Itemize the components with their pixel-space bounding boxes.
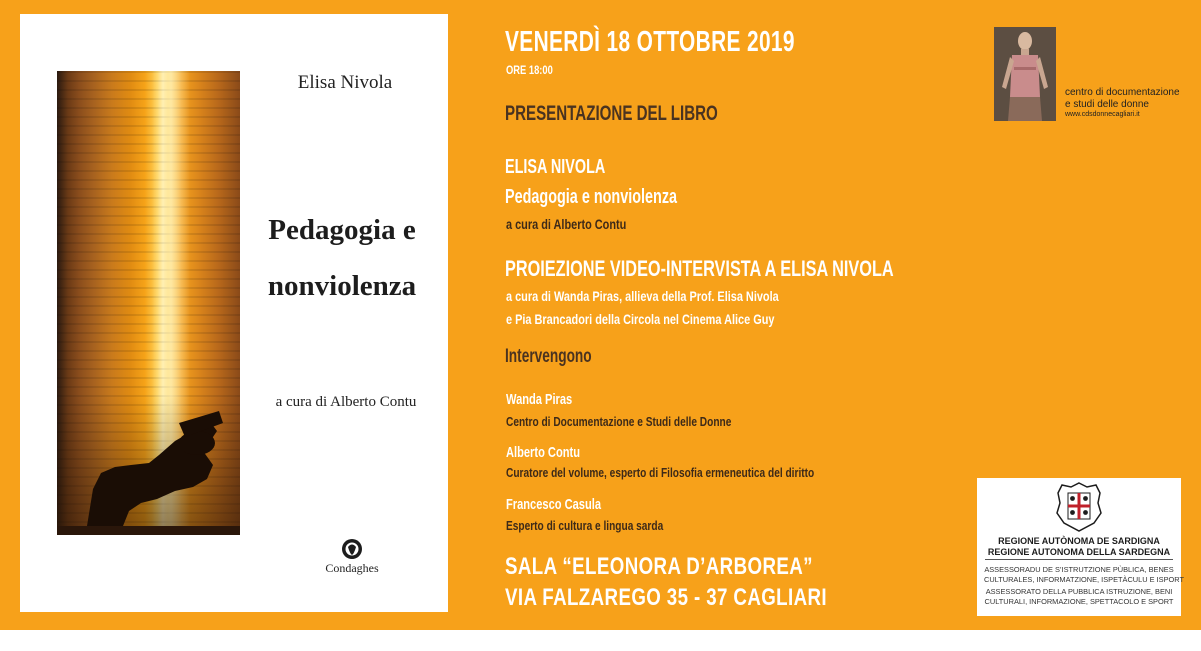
presentation-heading: PRESENTAZIONE DEL LIBRO <box>505 102 718 125</box>
region-divider <box>985 559 1173 560</box>
organizer-name-line1: centro di documentazione <box>1065 87 1180 98</box>
cover-photo <box>57 71 240 535</box>
region-dept-italian-line2: CULTURALI, INFORMAZIONE, SPETTACOLO E SPORT <box>984 597 1174 606</box>
speaker-name: Wanda Piras <box>506 391 573 408</box>
video-heading: PROIEZIONE VIDEO-INTERVISTA A ELISA NIVOLA <box>505 256 894 281</box>
bottom-band <box>0 630 1201 651</box>
region-name-italian: REGIONE AUTONOMA DELLA SARDEGNA <box>987 547 1171 557</box>
cover-title <box>242 202 442 314</box>
region-name-sardinian: REGIONE AUTÒNOMA DE SARDIGNA <box>998 536 1160 546</box>
region-dept-sardinian-line2: CULTURALES, INFORMATZIONE, ISPETÀCULU E ISPORT <box>984 575 1184 584</box>
event-book-editor: a cura di Alberto Contu <box>506 216 627 232</box>
venue-hall: SALA “ELEONORA D’ARBOREA” <box>505 553 813 580</box>
venue-address: VIA FALZAREGO 35 - 37 CAGLIARI <box>505 584 828 611</box>
cover-publisher: Condaghes <box>325 561 379 575</box>
sardinia-crest-icon <box>1054 481 1104 533</box>
cover-title-line1: Pedagogia e <box>268 214 416 246</box>
event-time: ORE 18:00 <box>506 63 553 77</box>
publisher-logo-icon <box>341 538 363 560</box>
region-dept-italian-line1: ASSESSORATO DELLA PUBBLICA ISTRUZIONE, BENI <box>985 587 1173 596</box>
speaker-role: Esperto di cultura e lingua sarda <box>506 518 664 533</box>
speaker-name: Francesco Casula <box>506 496 602 513</box>
speaker-role: Curatore del volume, esperto di Filosofia ermeneutica del diritto <box>506 465 815 480</box>
event-book-title: Pedagogia e nonviolenza <box>505 186 678 208</box>
video-credit-line1: a cura di Wanda Piras, allieva della Prof. Elisa Nivola <box>506 288 779 304</box>
wooden-figure-icon <box>994 27 1056 121</box>
knotted-gun-sculpture-icon <box>57 71 240 535</box>
event-date: VENERDÌ 18 OTTOBRE 2019 <box>505 26 795 58</box>
organizer-url[interactable]: www.cdsdonnecagliari.it <box>1065 111 1140 118</box>
cover-author: Elisa Nivola <box>297 72 393 93</box>
cover-editor: a cura di Alberto Contu <box>275 394 417 410</box>
video-credit-line2: e Pia Brancadori della Circola nel Cinema Alice Guy <box>506 311 775 327</box>
event-book-author: ELISA NIVOLA <box>505 156 606 178</box>
organizer-logo-photo <box>994 27 1056 121</box>
speaker-role: Centro di Documentazione e Studi delle Donne <box>506 414 732 429</box>
organizer-name-line2: e studi delle donne <box>1065 99 1149 110</box>
region-dept-sardinian-line1: ASSESSORADU DE S’ISTRUTZIONE PÙBLICA, BENES <box>984 565 1174 574</box>
book-cover <box>20 14 448 612</box>
speaker-name: Alberto Contu <box>506 444 580 461</box>
speakers-heading: Intervengono <box>505 346 592 367</box>
cover-title-line2: nonviolenza <box>267 270 417 302</box>
